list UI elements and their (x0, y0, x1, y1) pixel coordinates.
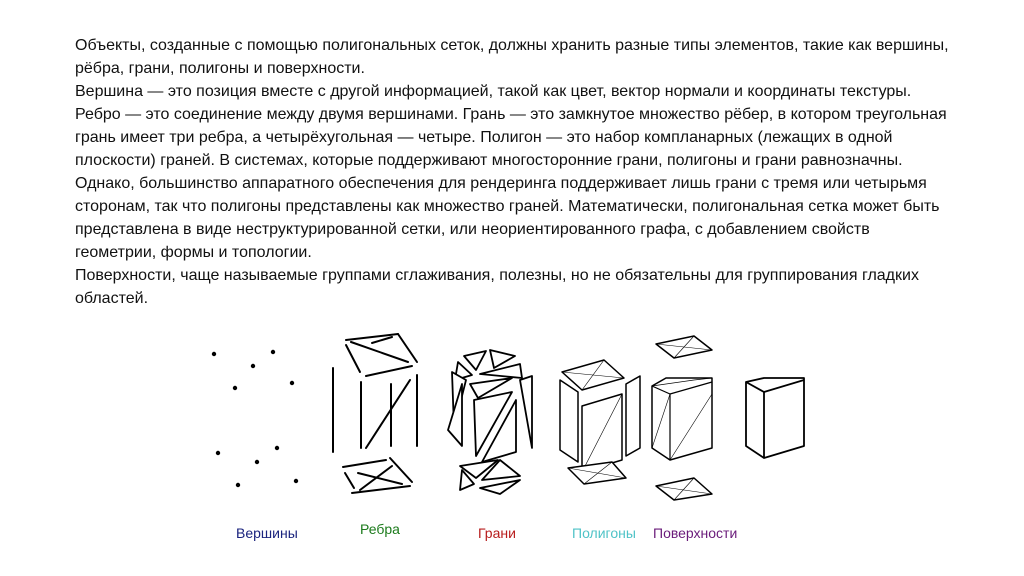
edges-diagram (333, 334, 417, 493)
caption-faces: Грани (478, 525, 516, 541)
solid-mesh-diagram (746, 378, 804, 458)
faces-diagram (448, 350, 532, 494)
mesh-elements-figure (0, 330, 1024, 576)
body-text (75, 34, 955, 310)
paragraph-definitions: Вершина — это позиция вместе с другой информацией, такой как цвет, вектор нормали и координаты текстуры. Ребро — это соединение между двумя вершинами. Грань — это замкнутое множество рёбер, в котором треугольная грань имеет три ребра, а четырёхугольная — четыре. Полигон — это набор компланарных (лежащих в одной плоскости) граней. В системах, которые поддерживают многосторонние грани, полигоны и грани равнозначны. Однако, большинство аппаратного обеспечения для рендеринга поддерживает лишь грани с тремя или четырьмя сторонам, так что полигоны представлены как множество граней. Математически, полигональная сетка может быть представлена в виде неструктурированной сетки, или неориентированного графа, с добавлением свойств геометрии, формы и топологии. (75, 83, 947, 261)
caption-surfaces: Поверхности (653, 525, 738, 541)
vertices-diagram (212, 350, 298, 487)
caption-edges: Ребра (360, 521, 400, 537)
paragraph-surfaces: Поверхности, чаще называемые группами сглаживания, полезны, но не обязательны для группирования гладких областей. (75, 267, 919, 307)
caption-polygons: Полигоны (572, 525, 636, 541)
surfaces-diagram (652, 336, 712, 500)
mesh-elements-illustration (0, 330, 1024, 530)
caption-vertices: Вершины (236, 525, 298, 541)
polygons-diagram (560, 360, 640, 484)
paragraph-intro: Объекты, созданные с помощью полигональных сеток, должны хранить разные типы элементов, такие как вершины, рёбра, грани, полигоны и поверхности. (75, 37, 949, 77)
